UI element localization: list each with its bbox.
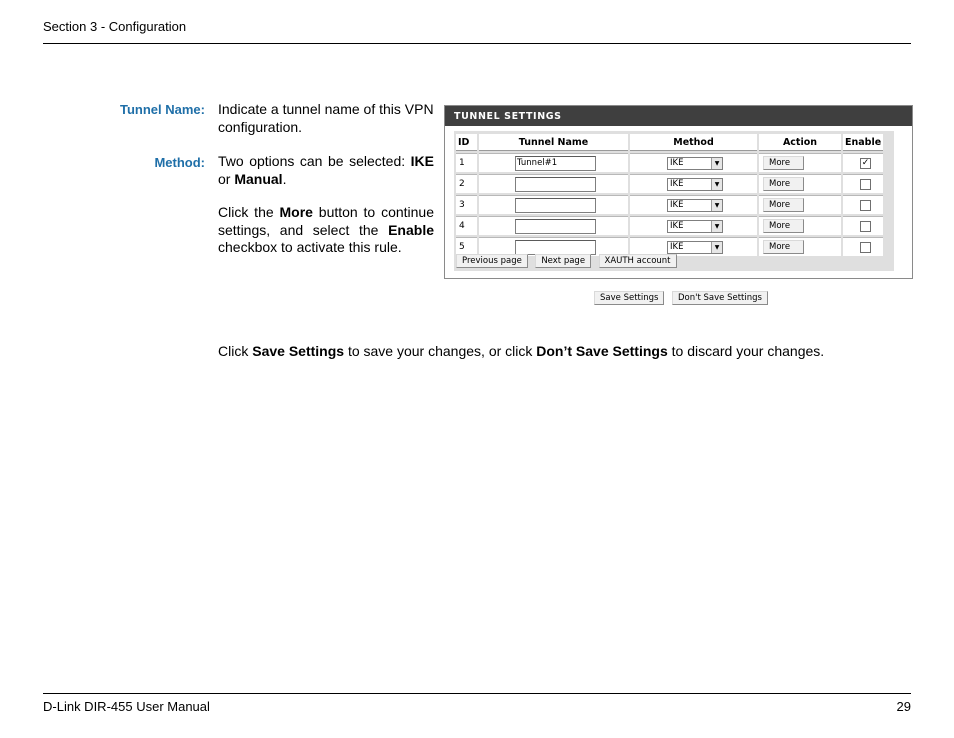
table-row <box>456 216 883 235</box>
method-select[interactable]: IKE ▼ <box>667 178 723 191</box>
enable-checkbox[interactable] <box>860 242 871 253</box>
action-cell <box>759 216 841 235</box>
method-description: Two options can be selected: IKE or Manual. <box>218 153 434 187</box>
table-nav <box>456 252 680 270</box>
term-tunnel-name: Tunnel Name: <box>120 102 205 117</box>
chevron-down-icon: ▼ <box>711 221 722 232</box>
tunnel-name-input[interactable] <box>515 198 596 213</box>
more-button[interactable]: More <box>763 219 804 233</box>
save-settings-button[interactable]: Save Settings <box>594 291 664 305</box>
tunnel-name-input[interactable] <box>515 219 596 234</box>
tunnel-name-input[interactable] <box>515 177 596 192</box>
more-button[interactable]: More <box>763 240 804 254</box>
save-instructions: Click Save Settings to save your changes, or click Don’t Save Settings to discard your changes. <box>218 343 825 359</box>
enable-cell <box>843 153 883 172</box>
chevron-down-icon: ▼ <box>711 158 722 169</box>
method-cell <box>630 174 757 193</box>
panel-title-bar <box>445 106 912 126</box>
col-id: ID <box>456 134 477 151</box>
tunnel-settings-panel <box>444 105 913 279</box>
table-row <box>456 195 883 214</box>
tunnel-table <box>454 132 885 258</box>
method-select[interactable]: IKE ▼ <box>667 199 723 212</box>
row-id: 3 <box>456 195 477 214</box>
term-method: Method: <box>154 155 205 170</box>
chevron-down-icon: ▼ <box>711 242 722 253</box>
action-cell <box>759 195 841 214</box>
col-tunnel-name: Tunnel Name <box>479 134 628 151</box>
row-id: 2 <box>456 174 477 193</box>
name-cell <box>479 153 628 172</box>
more-button[interactable]: More <box>763 198 804 212</box>
table-row <box>456 153 883 172</box>
chevron-down-icon: ▼ <box>711 200 722 211</box>
name-cell <box>479 174 628 193</box>
row-id: 5 <box>456 237 477 256</box>
footer-manual-title: D-Link DIR-455 User Manual <box>43 699 210 714</box>
method-cell <box>630 195 757 214</box>
panel-title: TUNNEL SETTINGS <box>454 111 562 122</box>
method-select[interactable]: IKE ▼ <box>667 157 723 170</box>
enable-cell <box>843 195 883 214</box>
chevron-down-icon: ▼ <box>711 179 722 190</box>
tunnel-name-description: Indicate a tunnel name of this VPN configuration. <box>218 101 434 135</box>
method-cell <box>630 153 757 172</box>
row-id: 4 <box>456 216 477 235</box>
enable-cell <box>843 216 883 235</box>
enable-checkbox[interactable]: ✓ <box>861 157 870 168</box>
footer-divider <box>43 693 911 694</box>
col-action: Action <box>759 134 841 151</box>
header-divider <box>43 43 911 44</box>
enable-checkbox[interactable] <box>860 179 871 190</box>
previous-page-button[interactable]: Previous page <box>456 254 528 268</box>
dont-save-settings-button[interactable]: Don't Save Settings <box>672 291 768 305</box>
action-cell <box>759 174 841 193</box>
action-cell <box>759 153 841 172</box>
tunnel-name-input[interactable]: Tunnel#1 <box>515 156 596 171</box>
method-select[interactable]: IKE ▼ <box>667 220 723 233</box>
enable-cell <box>843 237 883 256</box>
row-id: 1 <box>456 153 477 172</box>
page-number: 29 <box>896 699 911 714</box>
col-enable: Enable <box>843 134 883 151</box>
enable-cell <box>843 174 883 193</box>
section-header: Section 3 - Configuration <box>43 19 187 34</box>
col-method: Method <box>630 134 757 151</box>
next-page-button[interactable]: Next page <box>535 254 591 268</box>
table-row <box>456 174 883 193</box>
method-select[interactable]: IKE ▼ <box>667 241 723 254</box>
more-enable-description: Click the More button to continue settings, and select the Enable checkbox to activate this rule. <box>218 204 434 255</box>
action-cell <box>759 237 841 256</box>
name-cell <box>479 216 628 235</box>
more-button[interactable]: More <box>763 177 804 191</box>
enable-checkbox[interactable] <box>860 221 871 232</box>
xauth-account-button[interactable]: XAUTH account <box>599 254 677 268</box>
enable-checkbox[interactable] <box>860 200 871 211</box>
more-button[interactable]: More <box>763 156 804 170</box>
method-cell <box>630 216 757 235</box>
name-cell <box>479 195 628 214</box>
